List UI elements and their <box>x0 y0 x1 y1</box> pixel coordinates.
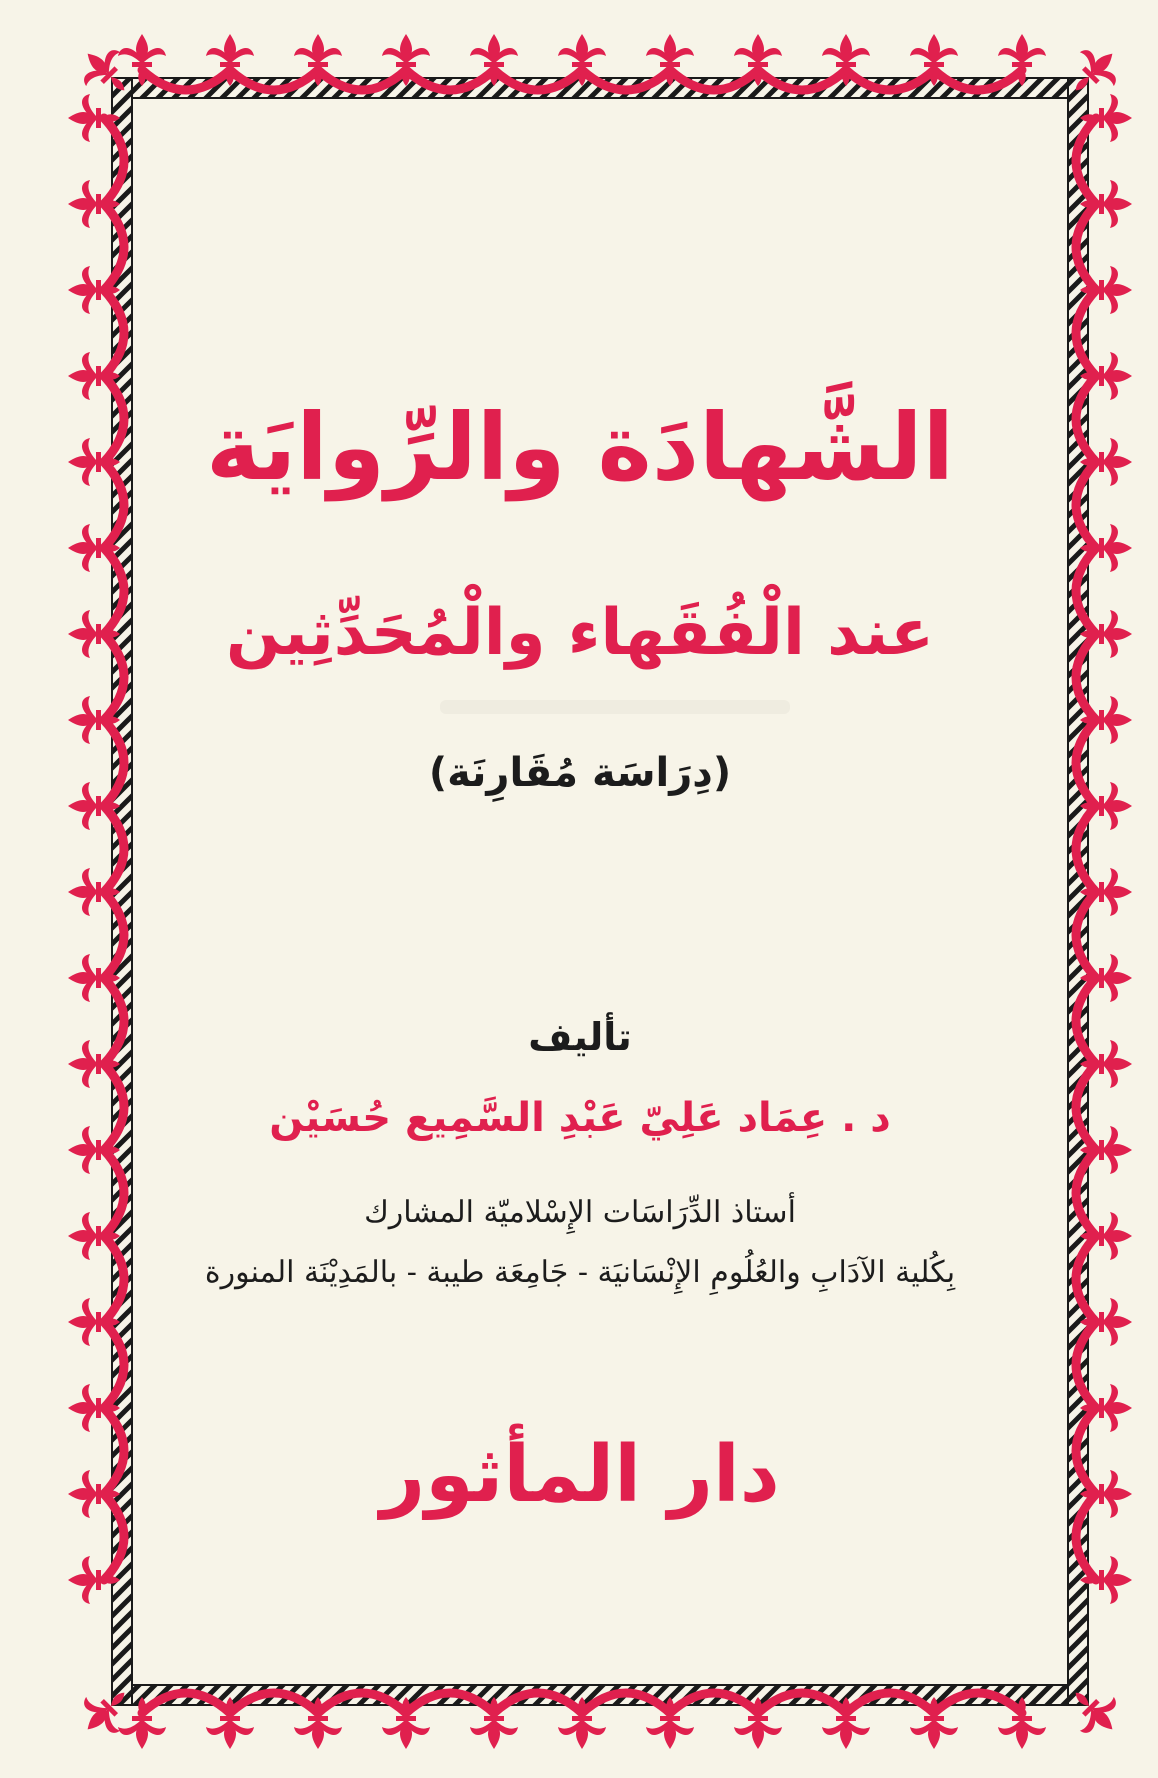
author-position: أستاذ الدِّرَاسَات الإِسْلاميّة المشارك <box>364 1195 796 1230</box>
book-subtitle: عند الْفُقَهاء والْمُحَدِّثِين <box>226 596 934 670</box>
author-name: د . عِمَاد عَلِيّ عَبْدِ السَّمِيع حُسَيْن <box>269 1095 891 1141</box>
publisher-name: دار المأثور <box>380 1430 780 1520</box>
authored-by-label: تأليف <box>528 1015 632 1059</box>
study-type: (دِرَاسَة مُقَارِنَة) <box>428 750 732 796</box>
paper-bleed-through <box>440 700 790 714</box>
book-title: الشَّهادَة والرِّوايَة <box>205 394 955 501</box>
author-affiliation: بِكُلية الآدَابِ والعُلُومِ الإِنْسَانيَة - جَامِعَة طيبة - بالمَدِيْنَة المنورة <box>204 1255 956 1290</box>
